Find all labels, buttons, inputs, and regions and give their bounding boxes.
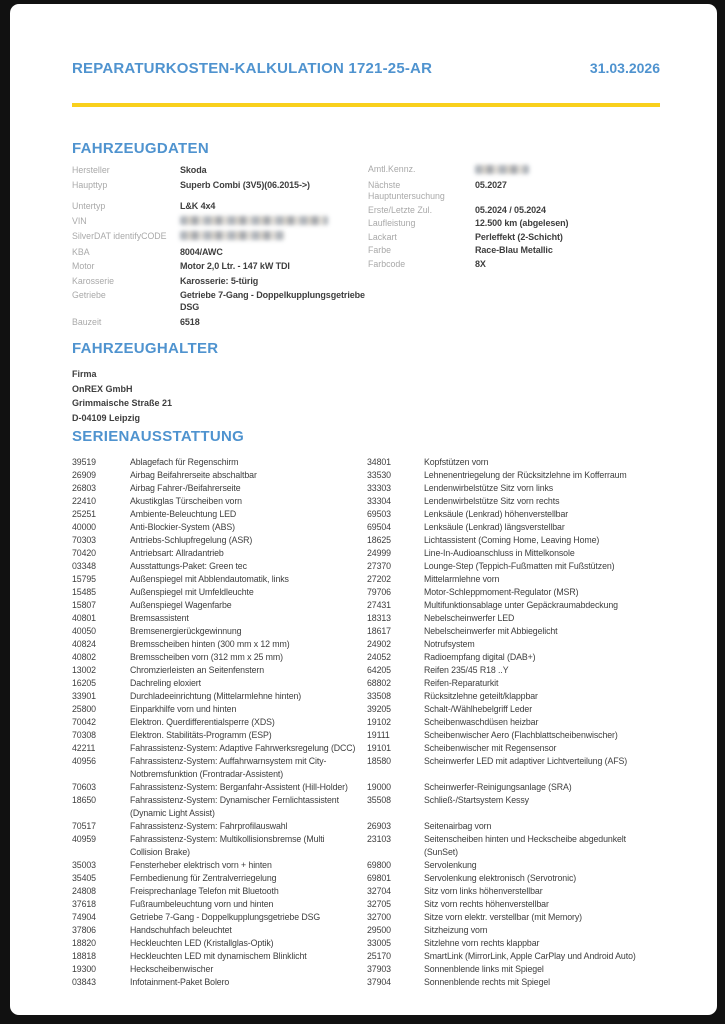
equipment-desc: Fernbedienung für Zentralverriegelung: [130, 872, 277, 883]
equipment-desc: Kopfstützen vorn: [424, 456, 489, 467]
equipment-code: 24902: [367, 638, 391, 649]
equipment-desc: Ausstattungs-Paket: Green tec: [130, 560, 247, 571]
equipment-desc: Chromzierleisten an Seitenfenstern: [130, 664, 265, 675]
equipment-code: 33530: [367, 469, 391, 480]
equipment-desc: SmartLink (MirrorLink, Apple CarPlay und Android Auto): [424, 950, 636, 961]
yellow-divider: [72, 103, 660, 107]
equipment-desc: Fensterheber elektrisch vorn + hinten: [130, 859, 272, 870]
equipment-row: [72, 872, 660, 885]
equipment-code: 40050: [72, 625, 96, 636]
field-label: Hersteller: [72, 165, 110, 175]
equipment-code: 40802: [72, 651, 96, 662]
vehicle-field: [368, 245, 660, 257]
equipment-desc: Reifen 235/45 R18 ..Y: [424, 664, 509, 675]
equipment-desc: Heckleuchten LED (Kristallglas-Optik): [130, 937, 274, 948]
equipment-code: 32700: [367, 911, 391, 922]
field-value: 8X: [475, 258, 486, 269]
equipment-desc: Bremsscheiben hinten (300 mm x 12 mm): [130, 638, 290, 649]
equipment-desc: Getriebe 7-Gang - Doppelkupplungsgetriebe DSG: [130, 911, 321, 922]
equipment-code: 37904: [367, 976, 391, 987]
equipment-code: 15807: [72, 599, 96, 610]
equipment-code: 69800: [367, 859, 391, 870]
field-label: Getriebe: [72, 290, 106, 300]
field-value: Karosserie: 5-türig: [180, 275, 259, 286]
equipment-desc: Lehnenentriegelung der Rücksitzlehne im Kofferraum: [424, 469, 627, 480]
vehicle-field: [368, 259, 660, 271]
equipment-desc: Multifunktionsablage unter Gepäckraumabdeckung: [424, 599, 618, 610]
equipment-code: 13002: [72, 664, 96, 675]
equipment-row: [72, 794, 660, 820]
vehicle-field: [368, 164, 660, 178]
equipment-code: 18818: [72, 950, 96, 961]
equipment-desc: Antriebsart: Allradantrieb: [130, 547, 224, 558]
field-value: [180, 215, 368, 228]
equipment-row: [72, 586, 660, 599]
equipment-row: [72, 976, 660, 989]
field-value: [475, 164, 660, 178]
field-value: 05.2024 / 05.2024: [475, 204, 546, 215]
equipment-desc: Sitz vorn links höhenverstellbar: [424, 885, 543, 896]
equipment-desc: Sitz vorn rechts höhenverstellbar: [424, 898, 549, 909]
equipment-row: [72, 833, 660, 859]
equipment-code: 25170: [367, 950, 391, 961]
equipment-desc: Heckleuchten LED mit dynamischem Blinklicht: [130, 950, 307, 961]
equipment-desc: Sonnenblende links mit Spiegel: [424, 963, 544, 974]
equipment-desc: Scheibenwischer Aero (Flachblattscheibenwischer): [424, 729, 618, 740]
equipment-code: 27431: [367, 599, 391, 610]
equipment-code: 27370: [367, 560, 391, 571]
redacted-value: [475, 165, 529, 174]
equipment-desc: Lendenwirbelstütze Sitz vorn links: [424, 482, 554, 493]
equipment-desc: Airbag Beifahrerseite abschaltbar: [130, 469, 257, 480]
vehicle-field: [72, 260, 368, 272]
vehicle-field: [368, 180, 660, 203]
equipment-code: 24052: [367, 651, 391, 662]
equipment-code: 26909: [72, 469, 96, 480]
redacted-value: [180, 216, 328, 225]
doc-header: [72, 60, 660, 78]
field-label: SilverDAT identifyCODE: [72, 231, 167, 241]
field-value: [180, 230, 368, 243]
equipment-row: [72, 950, 660, 963]
equipment-code: 37806: [72, 924, 96, 935]
equipment-row: [72, 820, 660, 833]
vehicle-data-right-column: [368, 164, 660, 330]
equipment-row: [72, 664, 660, 677]
equipment-code: 33005: [367, 937, 391, 948]
equipment-code: 74904: [72, 911, 96, 922]
equipment-code: 33304: [367, 495, 391, 506]
equipment-desc: Fahrassistenz-System: Berganfahr-Assistent (Hill-Holder): [130, 781, 348, 792]
equipment-desc: Durchladeeinrichtung (Mittelarmlehne hinten): [130, 690, 302, 701]
equipment-code: 18820: [72, 937, 96, 948]
equipment-desc: Sitzlehne vorn rechts klappbar: [424, 937, 540, 948]
owner-address-line: D-04109 Leipzig: [72, 412, 141, 423]
equipment-desc: Scheibenwischer mit Regensensor: [424, 742, 557, 753]
equipment-code: 69801: [367, 872, 391, 883]
equipment-code: 35508: [367, 794, 391, 805]
equipment-code: 18650: [72, 794, 96, 805]
equipment-code: 15795: [72, 573, 96, 584]
vehicle-field: [368, 205, 660, 217]
equipment-code: 33303: [367, 482, 391, 493]
section-heading-fahrzeugdaten: FAHRZEUGDATEN: [72, 140, 209, 157]
equipment-desc: Reifen-Reparaturkit: [424, 677, 499, 688]
field-value: Skoda: [180, 165, 207, 175]
equipment-desc: Dachreling eloxiert: [130, 677, 201, 688]
equipment-row: [72, 625, 660, 638]
section-fahrzeugdaten: [72, 140, 660, 330]
equipment-code: 64205: [367, 664, 391, 675]
equipment-row: [72, 573, 660, 586]
equipment-code: 29500: [367, 924, 391, 935]
vehicle-field: [368, 218, 660, 230]
equipment-desc: Ablagefach für Regenschirm: [130, 456, 239, 467]
equipment-row: [72, 677, 660, 690]
owner-address-line: Firma: [72, 369, 97, 379]
equipment-code: 32705: [367, 898, 391, 909]
equipment-desc: Fußraumbeleuchtung vorn und hinten: [130, 898, 274, 909]
equipment-desc: Seitenscheiben hinten und Heckscheibe abgedunkelt (SunSet): [424, 833, 626, 857]
field-label: Bauzeit: [72, 316, 102, 327]
equipment-code: 18580: [367, 755, 391, 766]
doc-title: REPARATURKOSTEN-KALKULATION 1721-25-AR: [72, 60, 433, 77]
field-label: Erste/Letzte Zul.: [368, 204, 433, 215]
equipment-code: 37618: [72, 898, 96, 909]
equipment-desc: Bremsenergierückgewinnung: [130, 625, 242, 636]
equipment-code: 26903: [367, 820, 391, 831]
equipment-code: 70303: [72, 534, 96, 545]
equipment-code: 32704: [367, 885, 391, 896]
equipment-desc: Außenspiegel mit Abblendautomatik, links: [130, 573, 289, 584]
equipment-desc: Fahrassistenz-System: Fahrprofilauswahl: [130, 820, 288, 831]
equipment-code: 33508: [367, 690, 391, 701]
equipment-desc: Radioempfang digital (DAB+): [424, 651, 536, 662]
equipment-row: [72, 690, 660, 703]
equipment-code: 23103: [367, 833, 391, 844]
equipment-desc: Bremsassistent: [130, 612, 189, 623]
section-heading-serienausstattung: SERIENAUSSTATTUNG: [72, 427, 245, 445]
owner-address-line: OnREX GmbH: [72, 383, 133, 394]
equipment-row: [72, 924, 660, 937]
equipment-desc: Freisprechanlage Telefon mit Bluetooth: [130, 885, 279, 896]
equipment-code: 34801: [367, 456, 391, 467]
equipment-code: 37903: [367, 963, 391, 974]
equipment-code: 79706: [367, 586, 391, 597]
equipment-desc: Schließ-/Startsystem Kessy: [424, 794, 529, 805]
equipment-desc: Außenspiegel Wagenfarbe: [130, 599, 232, 610]
owner-address-line: Grimmaische Straße 21: [72, 398, 173, 408]
equipment-desc: Airbag Fahrer-/Beifahrerseite: [130, 482, 241, 493]
equipment-desc: Scheinwerfer-Reinigungsanlage (SRA): [424, 781, 572, 792]
equipment-code: 19101: [367, 742, 391, 753]
field-value: Superb Combi (3V5)(06.2015->): [180, 179, 310, 190]
equipment-code: 39519: [72, 456, 96, 467]
equipment-desc: Lenksäule (Lenkrad) längsverstellbar: [424, 521, 565, 532]
field-value: Motor 2,0 Ltr. - 147 kW TDI: [180, 261, 290, 271]
equipment-desc: Nebelscheinwerfer LED: [424, 612, 515, 623]
equipment-code: 18313: [367, 612, 391, 623]
vehicle-field: [72, 275, 368, 287]
equipment-row: [72, 781, 660, 794]
equipment-desc: Elektron. Stabilitäts-Programm (ESP): [130, 729, 272, 740]
vehicle-field: [368, 232, 660, 244]
equipment-row: [72, 963, 660, 976]
field-label: VIN: [72, 215, 87, 226]
equipment-code: 03843: [72, 976, 96, 987]
vehicle-data-left-column: [72, 164, 368, 330]
field-label: Farbcode: [368, 258, 406, 269]
equipment-code: 68802: [367, 677, 391, 688]
equipment-code: 19000: [367, 781, 391, 792]
equipment-code: 33901: [72, 690, 96, 701]
equipment-desc: Bremsscheiben vorn (312 mm x 25 mm): [130, 651, 283, 662]
vehicle-field: [72, 164, 368, 176]
equipment-desc: Außenspiegel mit Umfeldleuchte: [130, 586, 254, 597]
equipment-row: [72, 937, 660, 950]
equipment-row: [72, 885, 660, 898]
equipment-desc: Servolenkung elektronisch (Servotronic): [424, 872, 577, 883]
equipment-row: [72, 521, 660, 534]
equipment-desc: Lenksäule (Lenkrad) höhenverstellbar: [424, 508, 569, 519]
equipment-row: [72, 755, 660, 781]
equipment-desc: Fahrassistenz-System: Adaptive Fahrwerksregelung (DCC): [130, 742, 356, 753]
equipment-desc: Fahrassistenz-System: Auffahrwarnsystem mit City-Notbremsfunktion (Frontradar-Assistent): [130, 755, 327, 779]
equipment-code: 19102: [367, 716, 391, 727]
vehicle-data-grid: [72, 164, 660, 330]
field-label: Nächste Hauptuntersuchung: [368, 179, 445, 201]
field-label: Lackart: [368, 231, 397, 242]
field-label: Haupttyp: [72, 179, 108, 190]
vehicle-field: [72, 316, 368, 328]
field-label: Karosserie: [72, 275, 115, 286]
equipment-code: 27202: [367, 573, 391, 584]
equipment-row: [72, 508, 660, 521]
vehicle-field: [72, 200, 368, 212]
equipment-desc: Lendenwirbelstütze Sitz vorn rechts: [424, 495, 560, 506]
equipment-desc: Infotainment-Paket Bolero: [130, 976, 230, 987]
equipment-code: 18625: [367, 534, 391, 545]
equipment-row: [72, 612, 660, 625]
document-content: [10, 4, 717, 989]
field-label: Untertyp: [72, 201, 106, 211]
equipment-desc: Handschuhfach beleuchtet: [130, 924, 232, 935]
equipment-code: 42211: [72, 742, 96, 753]
equipment-desc: Lichtassistent (Coming Home, Leaving Home): [424, 534, 600, 545]
equipment-desc: Mittelarmlehne vorn: [424, 573, 500, 584]
equipment-desc: Servolenkung: [424, 859, 477, 870]
section-fahrzeughalter: [72, 340, 660, 424]
equipment-row: [72, 456, 660, 469]
equipment-desc: Notrufsystem: [424, 638, 475, 649]
redacted-value: [180, 231, 284, 240]
equipment-code: 40959: [72, 833, 96, 844]
field-value: Race-Blau Metallic: [475, 245, 553, 255]
equipment-code: 26803: [72, 482, 96, 493]
doc-date: 31.03.2026: [589, 60, 660, 76]
equipment-desc: Sonnenblende rechts mit Spiegel: [424, 976, 551, 987]
equipment-row: [72, 534, 660, 547]
equipment-desc: Antriebs-Schlupfregelung (ASR): [130, 534, 253, 545]
equipment-row: [72, 716, 660, 729]
equipment-desc: Ambiente-Beleuchtung LED: [130, 508, 237, 519]
equipment-row: [72, 729, 660, 742]
field-label: Amtl.Kennz.: [368, 164, 416, 174]
equipment-row: [72, 547, 660, 560]
equipment-desc: Nebelscheinwerfer mit Abbiegelicht: [424, 625, 558, 636]
vehicle-field: [72, 215, 368, 228]
equipment-row: [72, 638, 660, 651]
field-value: Getriebe 7-Gang - Doppelkupplungsgetriebe DSG: [180, 290, 365, 312]
equipment-code: 19111: [367, 729, 390, 740]
equipment-code: 22410: [72, 495, 96, 506]
equipment-desc: Seitenairbag vorn: [424, 820, 492, 831]
field-value: 8004/AWC: [180, 246, 223, 257]
equipment-row: [72, 898, 660, 911]
equipment-code: 40801: [72, 612, 96, 623]
equipment-desc: Motor-Schleppmoment-Regulator (MSR): [424, 586, 579, 597]
equipment-desc: Sitze vorn elektr. verstellbar (mit Memory): [424, 911, 582, 922]
equipment-desc: Rücksitzlehne geteilt/klappbar: [424, 690, 538, 701]
equipment-row: [72, 911, 660, 924]
equipment-row: [72, 703, 660, 716]
field-value: L&K 4x4: [180, 201, 216, 211]
equipment-code: 70603: [72, 781, 96, 792]
equipment-row: [72, 599, 660, 612]
vehicle-field: [72, 246, 368, 258]
owner-address: [72, 369, 660, 424]
equipment-code: 69503: [367, 508, 391, 519]
equipment-desc: Scheinwerfer LED mit adaptiver Lichtverteilung (AFS): [424, 755, 628, 766]
equipment-code: 16205: [72, 677, 96, 688]
equipment-code: 18617: [367, 625, 391, 636]
vehicle-field: [72, 289, 368, 313]
equipment-row: [72, 859, 660, 872]
equipment-code: 24999: [367, 547, 391, 558]
equipment-desc: Sitzheizung vorn: [424, 924, 488, 935]
equipment-code: 24808: [72, 885, 96, 896]
equipment-row: [72, 651, 660, 664]
field-label: KBA: [72, 246, 90, 257]
equipment-code: 35003: [72, 859, 96, 870]
equipment-code: 70042: [72, 716, 96, 727]
equipment-desc: Scheibenwaschdüsen heizbar: [424, 716, 539, 727]
field-value: 6518: [180, 316, 200, 327]
equipment-row: [72, 560, 660, 573]
field-label: Farbe: [368, 245, 391, 255]
equipment-code: 25800: [72, 703, 96, 714]
equipment-desc: Lounge-Step (Teppich-Fußmatten mit Fußstützen): [424, 560, 615, 571]
field-label: Laufleistung: [368, 218, 416, 228]
equipment-row: [72, 482, 660, 495]
equipment-desc: Line-In-Audioanschluss in Mittelkonsole: [424, 547, 575, 558]
equipment-code: 69504: [367, 521, 391, 532]
equipment-desc: Fahrassistenz-System: Multikollisionsbremse (Multi Collision Brake): [130, 833, 325, 857]
equipment-desc: Einparkhilfe vorn und hinten: [130, 703, 237, 714]
equipment-list: [72, 456, 660, 989]
equipment-code: 40956: [72, 755, 96, 766]
equipment-desc: Fahrassistenz-System: Dynamischer Fernlichtassistent (Dynamic Light Assist): [130, 794, 339, 818]
equipment-row: [72, 469, 660, 482]
field-value: 05.2027: [475, 179, 507, 190]
document-page: [10, 4, 717, 1015]
equipment-code: 70517: [72, 820, 96, 831]
field-value: Perleffekt (2-Schicht): [475, 231, 563, 242]
equipment-desc: Anti-Blockier-System (ABS): [130, 521, 235, 532]
equipment-desc: Heckscheibenwischer: [130, 963, 214, 974]
vehicle-field: [72, 179, 368, 191]
equipment-code: 25251: [72, 508, 96, 519]
equipment-code: 19300: [72, 963, 96, 974]
equipment-desc: Akustikglas Türscheiben vorn: [130, 495, 242, 506]
equipment-code: 35405: [72, 872, 96, 883]
equipment-code: 70308: [72, 729, 96, 740]
section-heading-fahrzeughalter: FAHRZEUGHALTER: [72, 340, 219, 357]
equipment-desc: Schalt-/Wählhebelgriff Leder: [424, 703, 533, 714]
equipment-code: 40000: [72, 521, 96, 532]
field-value: 12.500 km (abgelesen): [475, 218, 569, 228]
row-spacer: [72, 193, 368, 200]
vehicle-field: [72, 230, 368, 243]
equipment-code: 70420: [72, 547, 96, 558]
equipment-desc: Elektron. Querdifferentialsperre (XDS): [130, 716, 275, 727]
equipment-code: 39205: [367, 703, 391, 714]
equipment-row: [72, 495, 660, 508]
equipment-code: 03348: [72, 560, 96, 571]
field-label: Motor: [72, 261, 95, 271]
section-serienausstattung: [72, 428, 660, 989]
equipment-row: [72, 742, 660, 755]
equipment-code: 15485: [72, 586, 96, 597]
equipment-code: 40824: [72, 638, 96, 649]
